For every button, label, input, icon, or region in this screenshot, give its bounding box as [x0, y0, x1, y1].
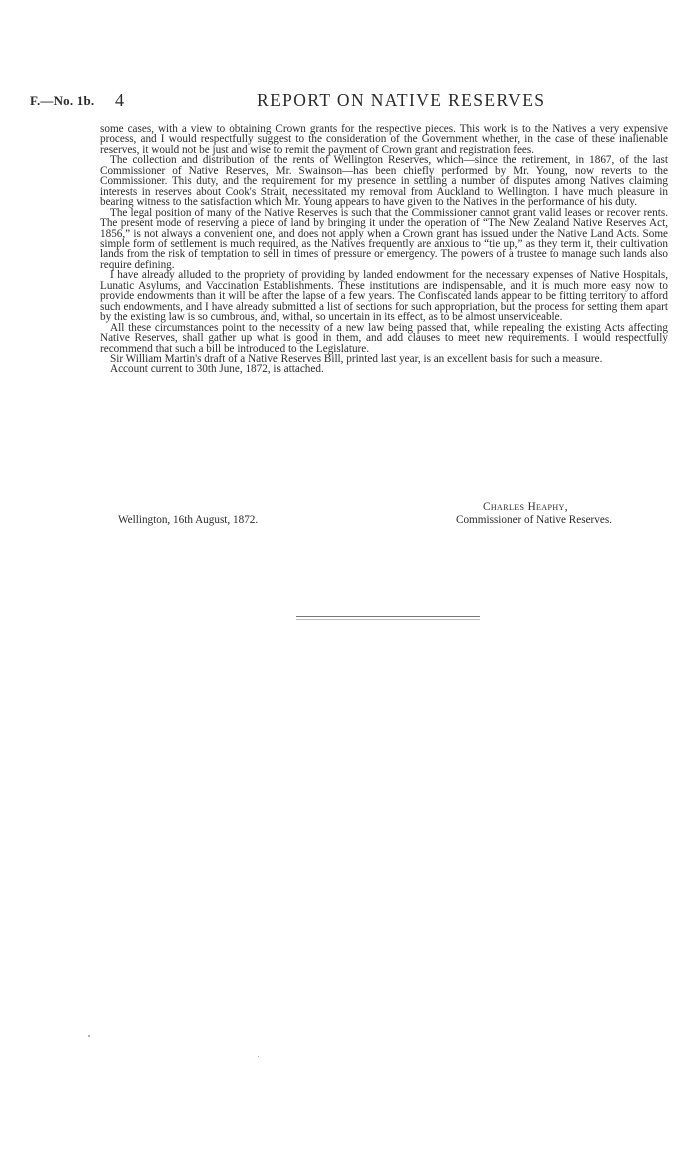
signatory-name: Charles Heaphy, — [483, 501, 568, 513]
closing-rule — [296, 616, 480, 617]
paper-speck — [258, 1056, 259, 1057]
paragraph-legal-position: The legal position of many of the Native Reserves is such that the Commissioner cannot grant valid leases or recover rents. The present mode of reserving a piece of land by bringing it under the operation of “The New Zealand Native Reserves Act, 1856,” is not always a convenient one, and does not apply when a Crown grant has issued under the Native Land Acts. Some simple form of settlement is much required, as the Natives frequently are anxious to “tie up,” as they term it, their cultivation lands from the risk of temptation to sell in times of pressure or emergency. The powers of a trustee to manage such lands also require defining. — [100, 206, 668, 271]
document-reference: F.—No. 1b. — [30, 93, 95, 108]
signature-block — [100, 495, 668, 535]
paragraph-account-current: Account current to 30th June, 1872, is attached. — [110, 363, 324, 376]
paper-speck — [88, 1035, 90, 1037]
closing-rule-shadow — [296, 619, 480, 620]
paragraph-crown-grants: some cases, with a view to obtaining Crown grants for the respective pieces. This work is to the Natives a very expensive process, and I would respectfully suggest to the consideration of the Government whether, in the case of these inalienable reserves, it would not be just and wise to remit the payment of Crown grant and registration fees. — [100, 123, 668, 156]
paragraph-new-law: All these circumstances point to the necessity of a new law being passed that, while repealing the existing Acts affecting Native Reserves, shall gather up what is good in them, and add clauses to meet new requirements. I would respectfully recommend that such a bill be introduced to the Legislature. — [100, 321, 668, 355]
page-header — [30, 90, 670, 113]
report-title: REPORT ON NATIVE RESERVES — [257, 90, 546, 110]
paragraph-wellington-rents: The collection and distribution of the rents of Wellington Reserves, which—since the retirement, in 1867, of the last Commissioner of Native Reserves, Mr. Swainson—has been chiefly performed by Mr. Young, now reverts to the Commissioner. This duty, and the requirement for my presence in settling a number of disputes among Natives claiming interests in reserves about Cook's Strait, necessitated my removal from Auckland to Wellington. I have much pleasure in bearing witness to the satisfaction which Mr. Young appears to have given to the Natives in the performance of his duty. — [100, 154, 668, 209]
place-date: Wellington, 16th August, 1872. — [118, 514, 259, 526]
page-number: 4 — [115, 90, 124, 110]
paragraph-martin-draft: Sir William Martin's draft of a Native Reserves Bill, printed last year, is an excellent basis for such a measure. — [110, 352, 603, 365]
report-body — [100, 124, 668, 375]
signatory-title: Commissioner of Native Reserves. — [456, 514, 612, 526]
paragraph-endowments: I have already alluded to the propriety of providing by landed endowment for the necessary expenses of Native Hospitals, Lunatic Asylums, and Vaccination Establishments. These institutions are indispensable, and it is much more easy now to provide endowments than it will be after the lapse of a few years. The Confiscated lands appear to be fitting territory to afford such endowments, and I have already submitted a list of sections for such appropriation, but the process for setting them apart by the existing law is so cumbrous, and, withal, so uncertain in its effect, as to be almost unserviceable. — [100, 269, 668, 324]
